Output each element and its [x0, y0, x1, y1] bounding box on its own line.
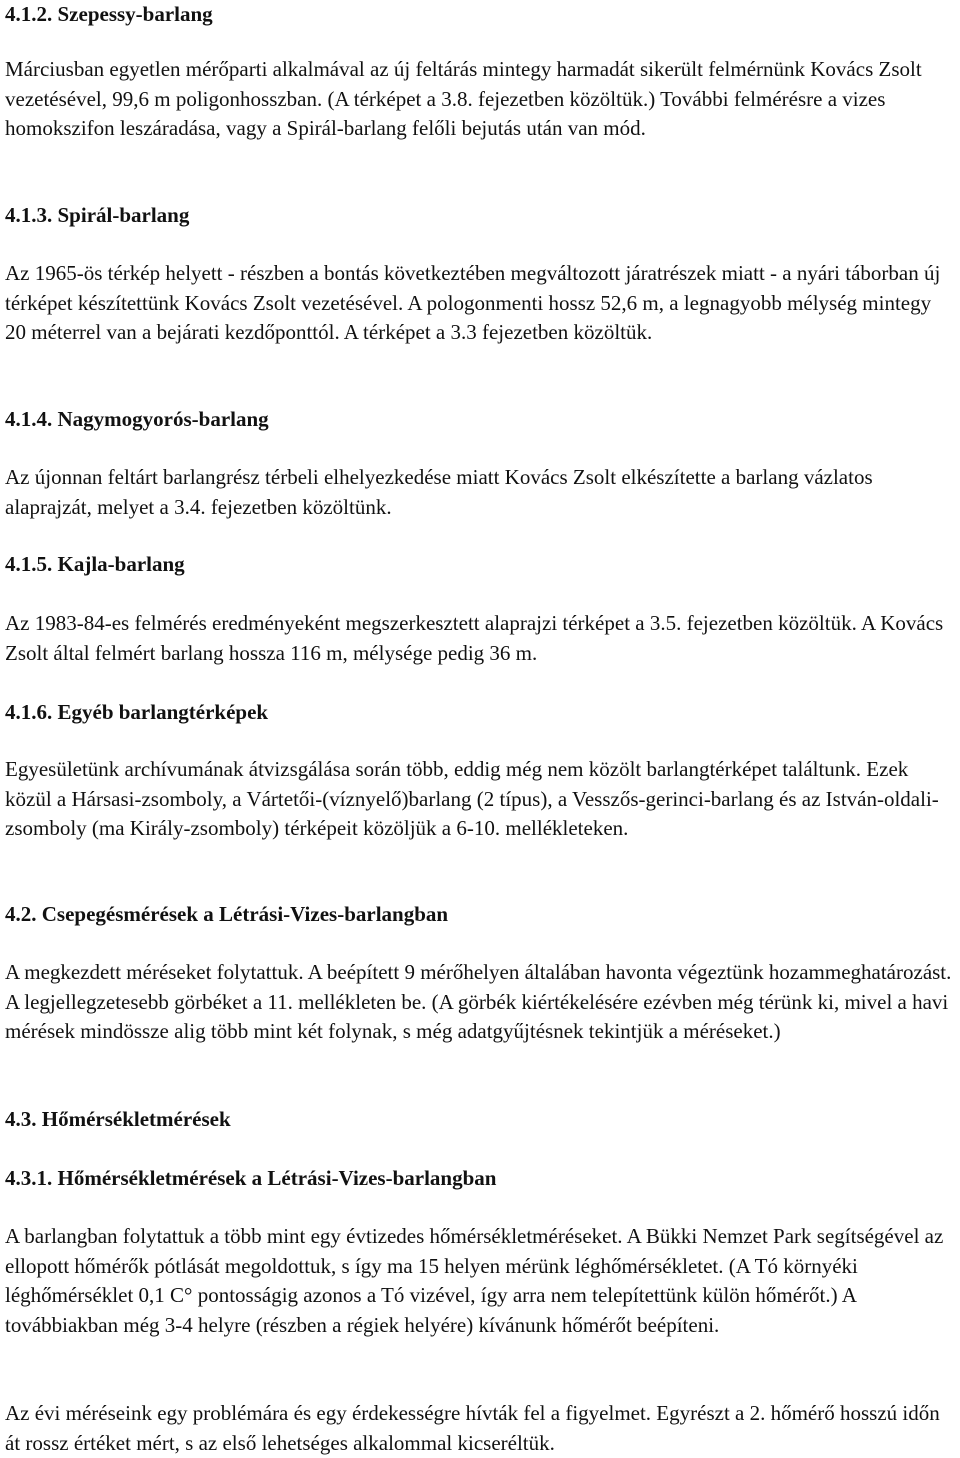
- section-heading-homersekletmeresek-letrasi: 4.3.1. Hőmérsékletmérések a Létrási-Vizes-barlangban: [5, 1166, 497, 1190]
- section-heading-csepegesmeresek: 4.2. Csepegésmérések a Létrási-Vizes-barlangban: [5, 902, 449, 926]
- paragraph-homersekletmeresek-problema: Az évi méréseink egy problémára és egy érdekességre hívták fel a figyelmet. Egyrészt a 2. hőmérő hosszú időn át rossz értéket mért, s az első lehetséges alkalommal kicseréltük.: [5, 1401, 940, 1455]
- section-heading-nagymogyoros-barlang: 4.1.4. Nagymogyorós-barlang: [5, 407, 269, 431]
- paragraph-csepegesmeresek: A megkezdett méréseket folytattuk. A beépített 9 mérőhelyen általában havonta végeztünk hozammeghatározást. A legjellegzetesebb görbéket a 11. mellékleten be. (A görbék kiértékelésére ezévben még térünk ki, mivel a havi mérések mindössze alig több mint két folynak, s még adatgyűjtésnek tekintjük a méréseket.): [5, 960, 952, 1043]
- paragraph-kajla-barlang: Az 1983-84-es felmérés eredményeként megszerkesztett alaprajzi térképet a 3.5. fejezetben közöltük. A Kovács Zsolt által felmért barlang hossza 116 m, mélysége pedig 36 m.: [5, 611, 944, 665]
- section-heading-egyeb-barlangterkepek: 4.1.6. Egyéb barlangtérképek: [5, 700, 269, 724]
- paragraph-spiral-barlang: Az 1965-ös térkép helyett - részben a bontás következtében megváltozott járatrészek miatt - a nyári táborban új térképet készítettünk Kovács Zsolt vezetésével. A pologonmenti hossz 52,6 m, a legnagyobb mélység mintegy 20 méterrel van a bejárati kezdőponttól. A térképet a 3.3 fejezetben közöltük.: [5, 261, 941, 344]
- section-heading-kajla-barlang: 4.1.5. Kajla-barlang: [5, 552, 185, 576]
- paragraph-egyeb-barlangterkepek: Egyesületünk archívumának átvizsgálása során több, eddig még nem közölt barlangtérképet találtunk. Ezek közül a Hársasi-zsomboly, a Vártetői-(víznyelő)barlang (2 típus), a Vesszős-gerinci-barlang és az István-oldali-zsomboly (ma Király-zsomboly) térképeit közöljük a 6-10. mellékleteken.: [5, 757, 939, 840]
- section-heading-homersekletmeresek: 4.3. Hőmérsékletmérések: [5, 1107, 231, 1131]
- paragraph-homersekletmeresek-letrasi: A barlangban folytattuk a több mint egy évtizedes hőmérsékletméréseket. A Bükki Nemzet Park segítségével az ellopott hőmérők pótlását megoldottuk, s így ma 15 helyen mérünk léghőmérsékletet. (A Tó környéki léghőmérséklet 0,1 C° pontosságig azonos a Tó vizével, így arra nem telepítettünk külön hőmérőt.) A továbbiakban még 3-4 helyre (részben a régiek helyére) kívánunk hőmérőt beépíteni.: [5, 1224, 944, 1337]
- section-heading-spiral-barlang: 4.1.3. Spirál-barlang: [5, 203, 190, 227]
- paragraph-nagymogyoros-barlang: Az újonnan feltárt barlangrész térbeli elhelyezkedése miatt Kovács Zsolt elkészítette a barlang vázlatos alaprajzát, melyet a 3.4. fejezetben közöltünk.: [5, 465, 873, 519]
- section-heading-szepessy-barlang: 4.1.2. Szepessy-barlang: [5, 2, 213, 26]
- paragraph-szepessy-barlang: Márciusban egyetlen mérőparti alkalmával az új feltárás mintegy harmadát sikerült felmérnünk Kovács Zsolt vezetésével, 99,6 m poligonhosszban. (A térképet a 3.8. fejezetben közöltük.) További felmérésre a vizes homokszifon leszáradása, vagy a Spirál-barlang felőli bejutás után van mód.: [5, 57, 922, 140]
